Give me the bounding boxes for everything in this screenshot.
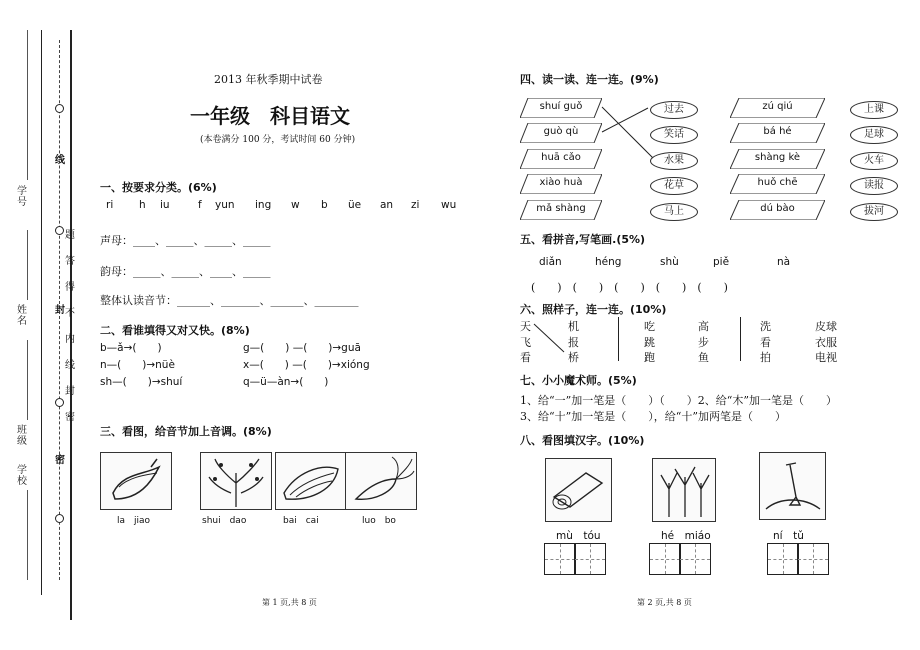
binding-hole [55,398,64,407]
soil-shovel-image [759,452,826,520]
q1-syllable: üe [348,199,362,211]
cabbage-image [275,452,347,510]
wood-log-image [545,458,612,522]
q6-char[interactable]: 机 [568,320,579,333]
seal-char: 封 [55,305,65,316]
binding-hole [55,104,64,113]
q6-char[interactable]: 衣服 [815,336,837,349]
seal-char: 题 [65,230,75,241]
q6-char[interactable]: 报 [568,336,579,349]
q4-pinyin: bá hé [763,126,792,137]
seal-char: 密 [55,455,65,466]
q3-caption: la jiao [117,516,151,526]
q8-caption: hé miáo [661,530,711,542]
seal-char: 不 [65,308,75,319]
q4-pinyin: mǎ shàng [536,203,586,214]
binding-line-outer [41,30,42,595]
q4-title: 四、读一读、连一连。(9%) [520,73,659,86]
exam-header: 2013 年秋季期中试卷 [214,73,323,86]
writing-grid-box[interactable] [797,543,829,575]
exam-subtitle: (本卷满分 100 分，考试时间 60 分钟) [200,135,356,145]
q4-pinyin: guò qù [543,126,579,137]
q4-pinyin-card[interactable] [520,174,602,194]
q4-word[interactable]: 过去 [650,101,698,119]
seal-char: 答 [65,256,75,267]
q8-caption: mù tóu [556,530,601,542]
seal-char: 密 [65,412,75,423]
q4-pinyin-card[interactable] [730,149,825,169]
q3-title: 三、看图，给音节加上音调。(8%) [100,425,272,438]
q5-pinyin: héng [595,256,622,268]
class-label: 班级 [17,425,27,447]
rice-plant-image [200,452,272,510]
q4-word[interactable]: 花草 [650,177,698,195]
q6-char[interactable]: 洗 [760,320,771,333]
q8-title: 八、看图填汉字。(10%) [520,434,645,447]
q2-title: 二、看谁填得又对又快。(8%) [100,324,250,337]
q1-title: 一、按要求分类。(6%) [100,181,217,194]
q4-pinyin: shàng kè [754,152,801,163]
q5-pinyin: piě [713,256,730,268]
q1-syllable: iu [160,199,170,211]
q6-char[interactable]: 桥 [568,351,579,364]
q1-syllable: w [291,199,300,211]
q4-pinyin: huā cǎo [541,152,581,163]
school-label: 学校 [17,465,27,487]
q4-pinyin: dú bào [760,203,795,214]
writing-grid-box[interactable] [679,543,711,575]
q5-title: 五、看拼音,写笔画.(5%) [520,233,646,246]
q4-pinyin-card[interactable] [520,149,602,169]
q2-item[interactable]: n—( )→nüè [100,359,175,371]
q4-word[interactable]: 笑话 [650,126,698,144]
q5-pinyin: diǎn [539,256,562,268]
q3-caption: luo bo [362,516,396,526]
q2-item[interactable]: g—( ) —( )→guā [243,342,361,354]
q6-char[interactable]: 皮球 [815,320,837,333]
q4-word[interactable]: 足球 [850,126,898,144]
q4-word[interactable]: 拔河 [850,203,898,221]
q7-line1[interactable]: 1、给“一”加一笔是（ ）（ ）2、给“木”加一笔是（ ） [520,394,837,407]
q6-char[interactable]: 鱼 [698,351,709,364]
student-id-label: 学号 [17,186,27,208]
q4-pinyin: shuí guǒ [539,101,583,112]
q4-pinyin-card[interactable] [520,123,602,143]
q1-finals-row[interactable]: 韵母：_____、_____、____、_____ [100,265,271,278]
q1-syllable: h [139,199,146,211]
seal-char: 内 [65,334,75,345]
writing-grid-box[interactable] [574,543,606,575]
q6-divider [618,317,619,361]
q6-char[interactable]: 看 [760,336,771,349]
student-id-underline [27,30,28,180]
q6-char[interactable]: 高 [698,320,709,333]
q4-pinyin-card[interactable] [730,123,825,143]
writing-grid-box[interactable] [649,543,681,575]
q6-char[interactable]: 拍 [760,351,771,364]
q1-initials-row[interactable]: 声母：____、_____、_____、_____ [100,234,271,247]
q2-item[interactable]: b—ǎ→( ) [100,342,162,354]
seal-char: 封 [65,386,75,397]
radish-image [345,452,417,510]
q8-caption: ní tǔ [773,530,804,542]
school-underline [27,490,28,580]
q4-pinyin-card[interactable] [520,98,602,118]
q3-caption: bai cai [283,516,319,526]
seal-char: 得 [65,282,75,293]
writing-grid-box[interactable] [544,543,576,575]
seal-char: 线 [65,360,75,371]
q4-pinyin-card[interactable] [730,98,825,118]
q1-syllable: wu [441,199,457,211]
q5-answer-blanks[interactable]: ( ) ( ) ( ) ( ) ( ) [531,281,728,294]
q1-syllable: b [321,199,328,211]
q4-pinyin: zú qiú [762,101,793,112]
q6-char[interactable]: 飞 [520,336,531,349]
q4-word[interactable]: 水果 [650,152,698,170]
q1-whole-syllables-row[interactable]: 整体认读音节：______、_______、______、________ [100,294,359,307]
exam-title: 一年级 科目语文 [190,104,350,128]
page-number-left: 第 1 页,共 8 页 [262,598,317,607]
q6-divider [740,317,741,361]
q5-pinyin: nà [777,256,791,268]
chili-pepper-image [100,452,172,510]
q7-title: 七、小小魔术师。(5%) [520,374,637,387]
q4-word[interactable]: 马上 [650,203,698,221]
q7-line2[interactable]: 3、给“十”加一笔是（ ），给“十”加两笔是（ ） [520,410,786,423]
q3-caption: shui dao [202,516,247,526]
q2-item[interactable]: x—( ) —( )→xióng [243,359,370,371]
q5-pinyin: shù [660,256,679,268]
q6-char[interactable]: 看 [520,351,531,364]
binding-hole [55,226,64,235]
q6-char[interactable]: 吃 [644,320,655,333]
q4-pinyin-card[interactable] [520,200,602,220]
q6-char[interactable]: 跳 [644,336,655,349]
q6-char[interactable]: 电视 [815,351,837,364]
q6-char[interactable]: 步 [698,336,709,349]
binding-line-inner [70,30,72,620]
q4-word[interactable]: 上课 [850,101,898,119]
q4-pinyin: xiào huà [539,177,583,188]
class-underline [27,340,28,420]
q2-item[interactable]: q—ü—àn→( ) [243,376,329,388]
q1-syllable: ri [106,199,114,211]
q1-syllable: ing [255,199,272,211]
q1-syllable: zi [411,199,420,211]
q4-pinyin-card[interactable] [730,174,825,194]
rice-seedling-image [652,458,716,522]
q4-word[interactable]: 火车 [850,152,898,170]
q1-syllable: yun [215,199,235,211]
page-number-right: 第 2 页,共 8 页 [637,598,692,607]
q2-item[interactable]: sh—( )→shuí [100,376,183,388]
q4-pinyin-card[interactable] [730,200,825,220]
q1-syllable: f [198,199,202,211]
name-underline [27,230,28,300]
binding-hole [55,514,64,523]
q4-pinyin: huǒ chē [757,177,798,188]
q1-syllable: an [380,199,394,211]
q6-char[interactable]: 天 [520,320,531,333]
q6-title: 六、照样子，连一连。(10%) [520,303,667,316]
q4-word[interactable]: 读报 [850,177,898,195]
q6-char[interactable]: 跑 [644,351,655,364]
writing-grid-box[interactable] [767,543,799,575]
seal-char: 线 [55,155,65,166]
name-label: 姓名 [17,305,27,327]
